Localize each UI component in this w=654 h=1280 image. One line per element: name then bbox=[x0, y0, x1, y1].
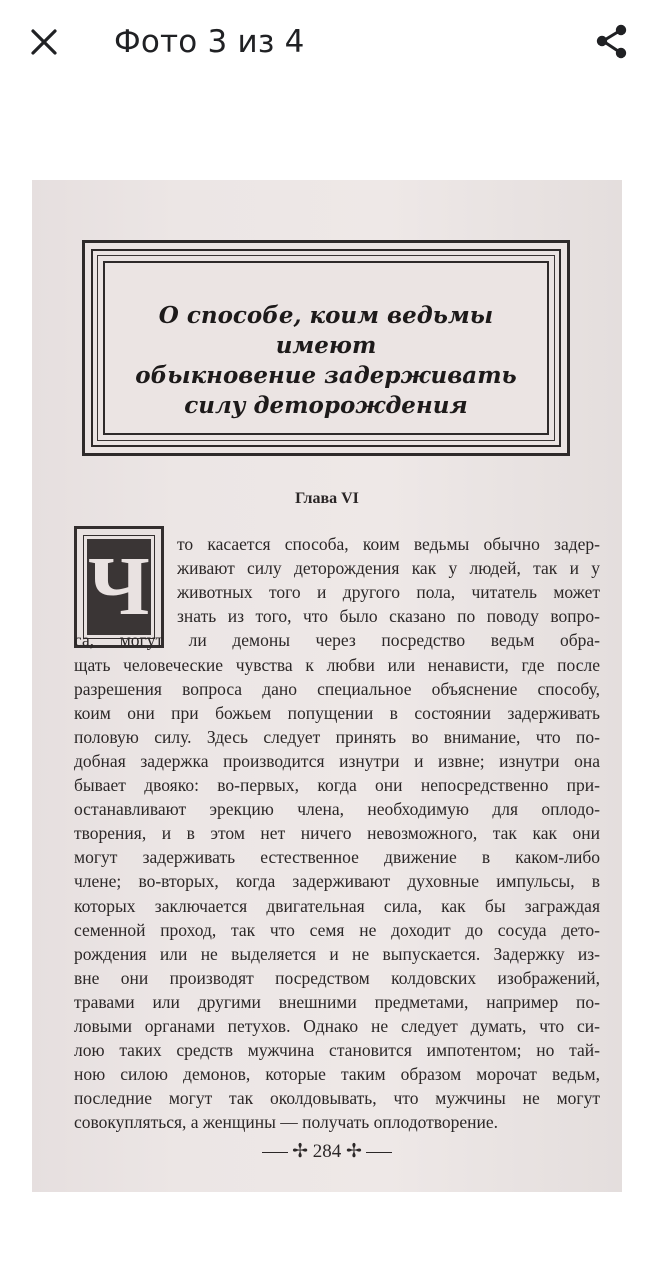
folio-rule bbox=[366, 1152, 392, 1153]
close-icon bbox=[22, 20, 66, 64]
photo-book-page[interactable] bbox=[32, 180, 622, 1192]
body-text-line: творения, и в этом нет ничего невозможного, так как они bbox=[74, 823, 600, 844]
body-text-line: ловыми органами петухов. Однако не следует думать, что си- bbox=[74, 1016, 600, 1036]
body-text-line: половую силу. Здесь следует принять во внимание, что по- bbox=[74, 726, 600, 747]
folio-ornament: ✢ bbox=[346, 1141, 362, 1162]
photo-counter-title: Фото 3 из 4 bbox=[114, 24, 305, 60]
body-text-line: разрешения вопроса дано специальное объяснение способу, bbox=[74, 678, 600, 699]
viewer-toolbar bbox=[0, 0, 654, 84]
page-footer bbox=[32, 1140, 622, 1163]
heading-line: силу деторождения bbox=[184, 392, 468, 419]
drop-cap-letter: Ч bbox=[88, 540, 150, 633]
body-text-line: знать из того, что было сказано по поводу вопро- bbox=[177, 606, 600, 627]
body-text-line: которых заключается двигательная сила, как бы заграждая bbox=[74, 895, 600, 916]
body-text-line: члене; во-вторых, когда задерживают духовные импульсы, в bbox=[74, 871, 600, 892]
body-text-line: ною силою демонов, которые таким образом морочат ведьм, bbox=[74, 1064, 600, 1085]
chapter-title-frame bbox=[82, 240, 570, 456]
body-text-line: лою таких средств мужчина становится импотентом; но тай- bbox=[74, 1040, 600, 1061]
body-text-line: щать человеческие чувства к любви или ненависти, где после bbox=[74, 654, 600, 675]
body-text-line: вне они производят посредством колдовских изображений, bbox=[74, 967, 600, 988]
body-text-line: са, могут ли демоны через посредство ведьм обра- bbox=[74, 630, 600, 651]
share-icon bbox=[590, 20, 634, 64]
body-text-line: останавливают эрекцию члена, необходимую для оплодо- bbox=[74, 799, 600, 820]
body-text-line: живают силу деторождения как у людей, так и у bbox=[177, 558, 600, 579]
heading-line: О способе, коим ведьмы имеют bbox=[158, 302, 494, 359]
frame-inner-border bbox=[103, 261, 549, 435]
body-text-line: коим они при божьем попущении в состоянии задерживать bbox=[74, 702, 600, 723]
body-text-line: животных того и другого пола, читатель может bbox=[177, 582, 600, 603]
body-text-line: бывает двояко: во-первых, когда они непосредственно при- bbox=[74, 775, 600, 795]
body-text-line: могут задерживать естественное движение в каком-либо bbox=[74, 847, 600, 868]
body-text-line: добная задержка производится изнутри и извне; изнутри она bbox=[74, 750, 600, 771]
heading-line: обыкновение задерживать bbox=[135, 362, 517, 389]
body-text-line: семенной проход, так что семя не доходит до сосуда дето- bbox=[74, 919, 600, 940]
body-text-line: травами или другими внешними предметами, например по- bbox=[74, 991, 600, 1012]
close-button[interactable] bbox=[22, 20, 66, 64]
folio-rule bbox=[262, 1152, 288, 1153]
share-button[interactable] bbox=[590, 20, 634, 64]
body-text-line: совокупляться, а женщины — получать оплодотворение. bbox=[74, 1112, 499, 1133]
chapter-number: Глава VI bbox=[295, 490, 359, 507]
chapter-heading bbox=[109, 301, 543, 421]
body-text-line: то касается способа, коим ведьмы обычно задер- bbox=[177, 534, 600, 554]
folio-ornament: ✢ bbox=[292, 1141, 308, 1162]
body-text-line: рождения или не выделяется и не выпускается. Задержку из- bbox=[74, 943, 600, 964]
page-number: 284 bbox=[312, 1141, 342, 1162]
body-text-line: последние могут так околдовывать, что мужчины не могут bbox=[74, 1088, 600, 1109]
